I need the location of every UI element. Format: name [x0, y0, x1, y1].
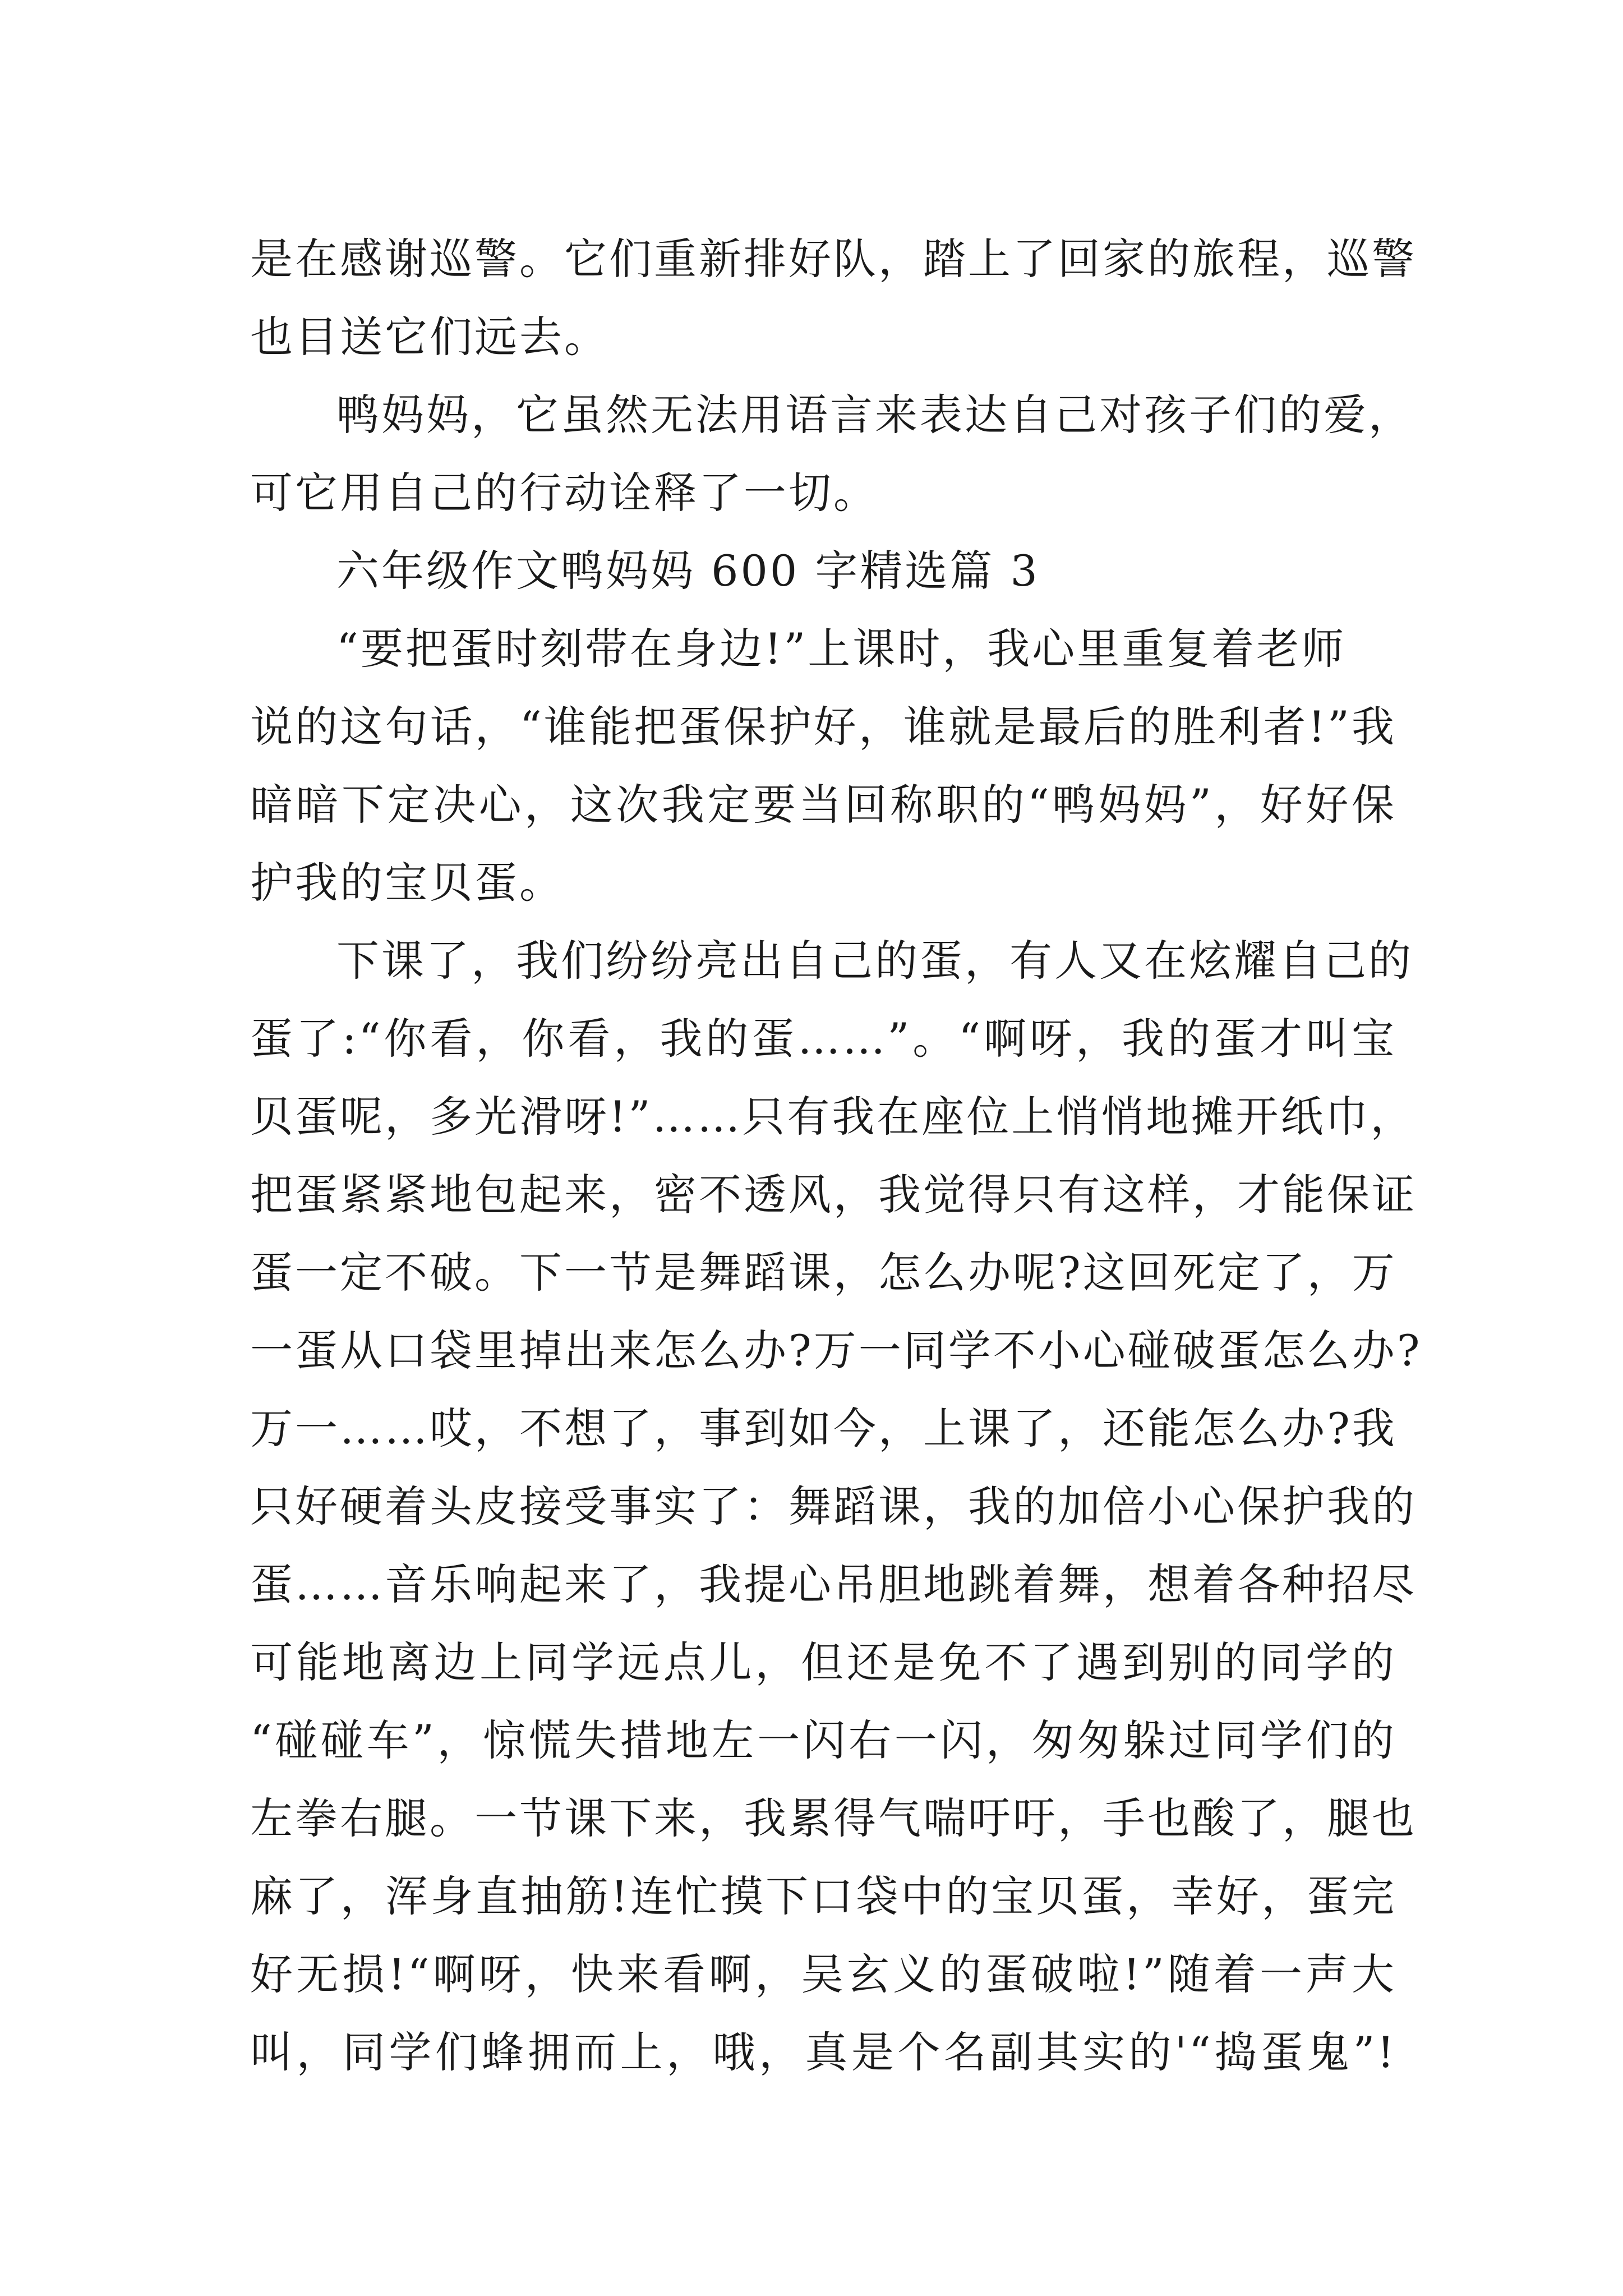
text-line: 蛋了:“你看，你看，我的蛋……”。“啊呀，我的蛋才叫宝 — [250, 1014, 1396, 1064]
text-line: 蛋……音乐响起来了，我提心吊胆地跳着舞，想着各种招尽 — [250, 1559, 1417, 1609]
text-line: 贝蛋呢，多光滑呀!”……只有我在座位上悄悄地摊开纸巾， — [250, 1092, 1415, 1142]
text-line: 一蛋从口袋里掉出来怎么办?万一同学不小心碰破蛋怎么办? — [250, 1326, 1422, 1375]
text-line: 万一……哎，不想了，事到如今，上课了，还能怎么办?我 — [250, 1404, 1397, 1453]
section-heading — [250, 532, 1396, 610]
paragraph — [250, 376, 1413, 532]
text-line: 说的这句话，“谁能把蛋保护好，谁就是最后的胜利者!”我 — [250, 702, 1396, 752]
text-line: 叫，同学们蜂拥而上，哦，真是个名副其实的'“捣蛋鬼”! — [250, 2027, 1396, 2077]
text-line: 麻了，浑身直抽筋!连忙摸下口袋中的宝贝蛋，幸好，蛋完 — [250, 1871, 1396, 1921]
text-line: 下课了，我们纷纷亮出自己的蛋，有人又在炫耀自己的 — [336, 936, 1413, 986]
text-line: 蛋一定不破。下一节是舞蹈课，怎么办呢?这回死定了，万 — [250, 1248, 1397, 1297]
text-line: “要把蛋时刻带在身边!”上课时，我心里重复着老师 — [336, 624, 1347, 674]
text-line: 也目送它们远去。 — [250, 312, 609, 362]
text-line: 只好硬着头皮接受事实了：舞蹈课，我的加倍小心保护我的 — [250, 1481, 1417, 1531]
paragraph — [250, 922, 1422, 2091]
text-line: 把蛋紧紧地包起来，密不透风，我觉得只有这样，才能保证 — [250, 1170, 1417, 1220]
text-line: 左拳右腿。一节课下来，我累得气喘吁吁，手也酸了，腿也 — [250, 1793, 1417, 1843]
text-line: 可能地离边上同学远点儿，但还是免不了遇到别的同学的 — [250, 1637, 1396, 1687]
paragraph — [250, 610, 1396, 922]
text-line: 鸭妈妈，它虽然无法用语言来表达自己对孩子们的爱， — [336, 390, 1413, 440]
text-line: 暗暗下定决心，这次我定要当回称职的“鸭妈妈”，好好保 — [250, 780, 1396, 830]
text-line: 护我的宝贝蛋。 — [250, 858, 564, 908]
paragraph — [250, 220, 1417, 376]
body-text — [250, 220, 1422, 2091]
text-line: 是在感谢巡警。它们重新排好队，踏上了回家的旅程，巡警 — [250, 234, 1417, 284]
text-line: “碰碰车”，惊慌失措地左一闪右一闪，匆匆躲过同学们的 — [250, 1715, 1396, 1765]
text-line: 可它用自己的行动诠释了一切。 — [250, 468, 878, 518]
text-line: 好无损!“啊呀，快来看啊，吴玄义的蛋破啦!”随着一声大 — [250, 1949, 1396, 1999]
heading-text: 六年级作文鸭妈妈 600 字精选篇 3 — [336, 546, 1040, 596]
